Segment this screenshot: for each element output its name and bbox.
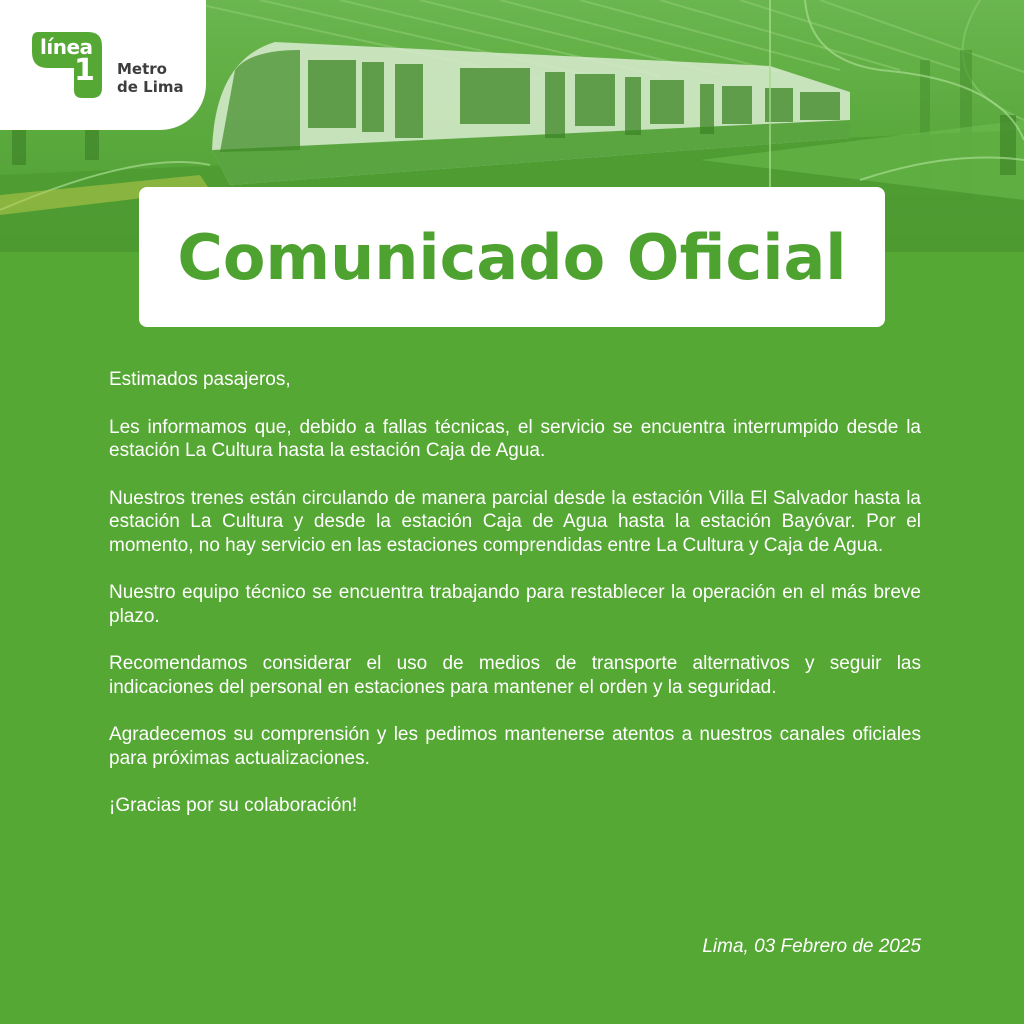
closing-line: ¡Gracias por su colaboración! [109, 795, 358, 816]
greeting: Estimados pasajeros, [109, 369, 291, 390]
logo-name-line2: de Lima [117, 78, 184, 96]
title-card [139, 187, 885, 327]
announcement-body [109, 368, 921, 842]
logo-brand-number: 1 [74, 53, 95, 88]
page-title: Comunicado Oficial [177, 220, 847, 294]
paragraph: Agradecemos su comprensión y les pedimos mantenerse atentos a nuestros canales oficiales para próximas actualizaciones. [109, 724, 921, 769]
logo-brand-line: línea [40, 35, 93, 59]
logo-badge [0, 0, 206, 130]
paragraph: Nuestro equipo técnico se encuentra trabajando para restablecer la operación en el más breve plazo. [109, 582, 921, 627]
date-signature: Lima, 03 Febrero de 2025 [702, 936, 921, 957]
paragraph: Les informamos que, debido a fallas técnicas, el servicio se encuentra interrumpido desde la estación La Cultura hasta la estación Caja de Agua. [109, 416, 921, 461]
paragraph: Nuestros trenes están circulando de manera parcial desde la estación Villa El Salvador hasta la estación La Cultura y desde la estación Caja de Agua hasta la estación Bayóvar. Por el momento, no hay servicio en las estaciones comprendidas entre La Cultura y Caja de Agua. [109, 487, 921, 556]
logo-name-line1: Metro [117, 60, 167, 78]
logo-name [117, 60, 184, 96]
paragraph: Recomendamos considerar el uso de medios de transporte alternativos y seguir las indicaciones del personal en estaciones para mantener el orden y la seguridad. [109, 653, 921, 698]
